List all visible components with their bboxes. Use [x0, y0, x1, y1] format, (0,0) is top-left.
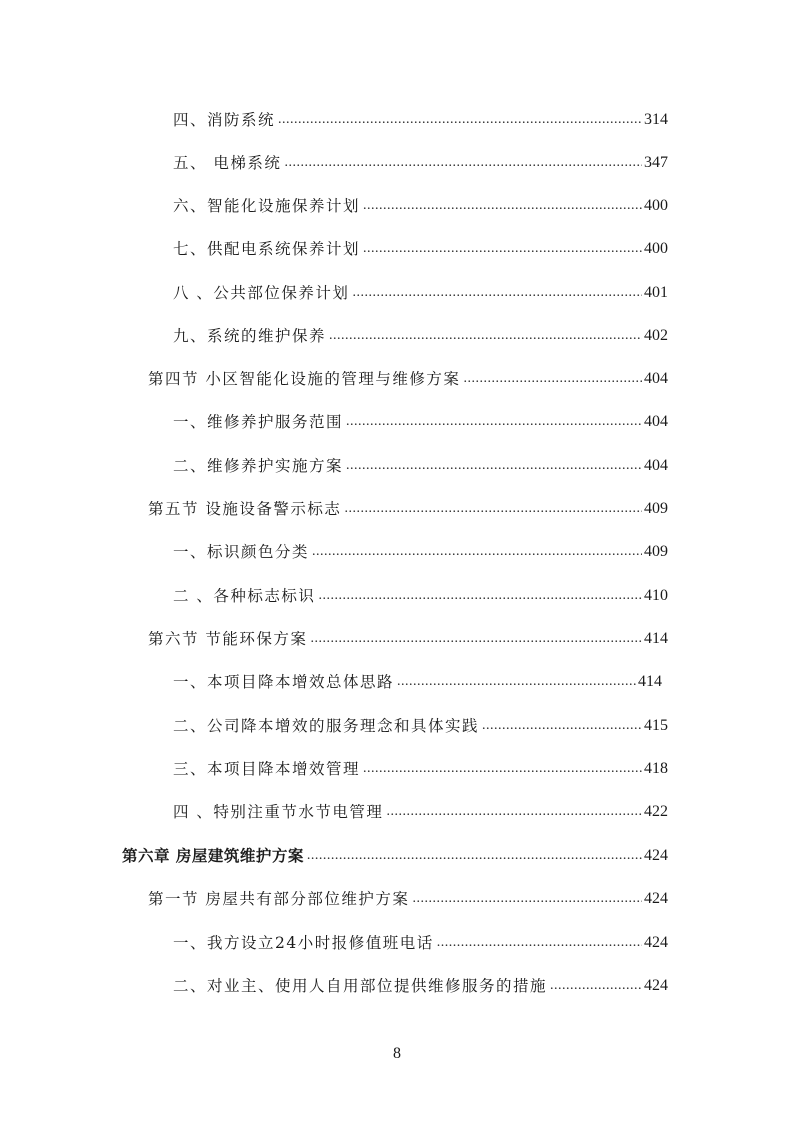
toc-entry[interactable]	[173, 715, 668, 737]
page-number: 8	[393, 1045, 401, 1062]
toc-entry-label: 九、系统的维护保养	[173, 327, 327, 345]
toc-entry-label: 第六节 节能环保方案	[148, 630, 308, 648]
toc-entry[interactable]	[148, 628, 668, 650]
toc-entry-label: 四 、特别注重节水节电管理	[173, 803, 384, 821]
toc-entry-page: 400	[644, 197, 668, 214]
toc-entry-label: 六、智能化设施保养计划	[173, 197, 361, 215]
toc-entry-page: 409	[644, 543, 668, 560]
toc-entry-label: 四、消防系统	[173, 111, 276, 129]
toc-entry-page: 414	[644, 630, 668, 647]
toc-entry-page: 402	[644, 327, 668, 344]
toc-leader-dots	[344, 498, 642, 520]
toc-entry-label: 一、本项目降本增效总体思路	[173, 673, 395, 691]
toc-entry[interactable]	[173, 411, 668, 433]
toc-entry[interactable]	[148, 888, 668, 910]
toc-entry-label: 三、本项目降本增效管理	[173, 760, 361, 778]
toc-leader-dots	[412, 888, 642, 910]
toc-entry[interactable]	[173, 152, 668, 174]
toc-leader-dots	[310, 628, 642, 650]
toc-entry-page: 424	[644, 934, 668, 951]
toc-entry-label: 八 、公共部位保养计划	[173, 284, 350, 302]
toc-entry-page: 404	[644, 457, 668, 474]
toc-leader-dots	[397, 671, 636, 693]
toc-leader-dots	[329, 325, 642, 347]
toc-entry-page: 418	[644, 760, 668, 777]
toc-leader-dots	[363, 238, 642, 260]
toc-entry-page: 401	[644, 284, 668, 301]
toc-leader-dots	[482, 715, 642, 737]
toc-entry-page: 414	[638, 673, 662, 690]
toc-entry-page: 409	[644, 500, 668, 517]
toc-leader-dots	[363, 195, 642, 217]
toc-entry-chapter[interactable]	[122, 845, 668, 867]
toc-entry[interactable]	[148, 498, 668, 520]
toc-entry-page: 424	[644, 890, 668, 907]
toc-entry-page: 410	[644, 587, 668, 604]
toc-entry[interactable]	[173, 282, 668, 304]
toc-entry-page: 415	[644, 717, 668, 734]
toc-entry[interactable]	[173, 195, 668, 217]
toc-leader-dots	[307, 845, 642, 867]
toc-entry-label: 第五节 设施设备警示标志	[148, 500, 342, 518]
toc-entry-page: 400	[644, 240, 668, 257]
toc-entry-page: 404	[644, 370, 668, 387]
toc-entry-page: 422	[644, 803, 668, 820]
toc-entry[interactable]	[173, 671, 662, 693]
toc-entry-label: 第一节 房屋共有部分部位维护方案	[148, 890, 410, 908]
toc-entry[interactable]	[173, 975, 668, 997]
toc-leader-dots	[463, 368, 642, 390]
toc-entry[interactable]	[173, 585, 668, 607]
toc-leader-dots	[346, 455, 642, 477]
toc-entry-label: 二、维修养护实施方案	[173, 457, 344, 475]
toc-leader-dots	[346, 411, 642, 433]
toc-entry-page: 314	[644, 111, 668, 128]
toc-entry-label: 二 、各种标志标识	[173, 587, 316, 605]
toc-entry[interactable]	[173, 238, 668, 260]
toc-entry-label: 一、标识颜色分类	[173, 543, 310, 561]
toc-leader-dots	[550, 975, 642, 997]
toc-leader-dots	[284, 152, 642, 174]
toc-entry[interactable]	[173, 801, 668, 823]
toc-leader-dots	[312, 541, 642, 563]
toc-entry-label: 第六章 房屋建筑维护方案	[122, 847, 304, 865]
toc-entry[interactable]	[173, 758, 668, 780]
toc-entry[interactable]	[173, 541, 668, 563]
toc-leader-dots	[318, 585, 642, 607]
toc-entry-label: 七、供配电系统保养计划	[173, 240, 361, 258]
toc-entry[interactable]	[173, 109, 668, 131]
toc-entry-label: 第四节 小区智能化设施的管理与维修方案	[148, 370, 461, 388]
toc-entry-page: 347	[644, 154, 668, 171]
toc-entry[interactable]	[173, 455, 668, 477]
toc-entry[interactable]	[173, 932, 668, 954]
toc-entry[interactable]	[148, 368, 668, 390]
toc-leader-dots	[352, 282, 642, 304]
toc-leader-dots	[278, 109, 642, 131]
toc-entry-label: 五、 电梯系统	[173, 154, 282, 172]
toc-leader-dots	[363, 758, 642, 780]
toc-leader-dots	[437, 932, 642, 954]
toc-entry-label: 一、维修养护服务范围	[173, 413, 344, 431]
toc-entry-label: 一、我方设立24小时报修值班电话	[173, 934, 434, 952]
toc-entry-page: 404	[644, 413, 668, 430]
toc-entry-page: 424	[644, 847, 668, 864]
toc-entry[interactable]	[173, 325, 668, 347]
toc-leader-dots	[386, 801, 642, 823]
toc-entry-label: 二、公司降本增效的服务理念和具体实践	[173, 717, 480, 735]
toc-entry-page: 424	[644, 977, 668, 994]
toc-entry-label: 二、对业主、使用人自用部位提供维修服务的措施	[173, 977, 548, 995]
